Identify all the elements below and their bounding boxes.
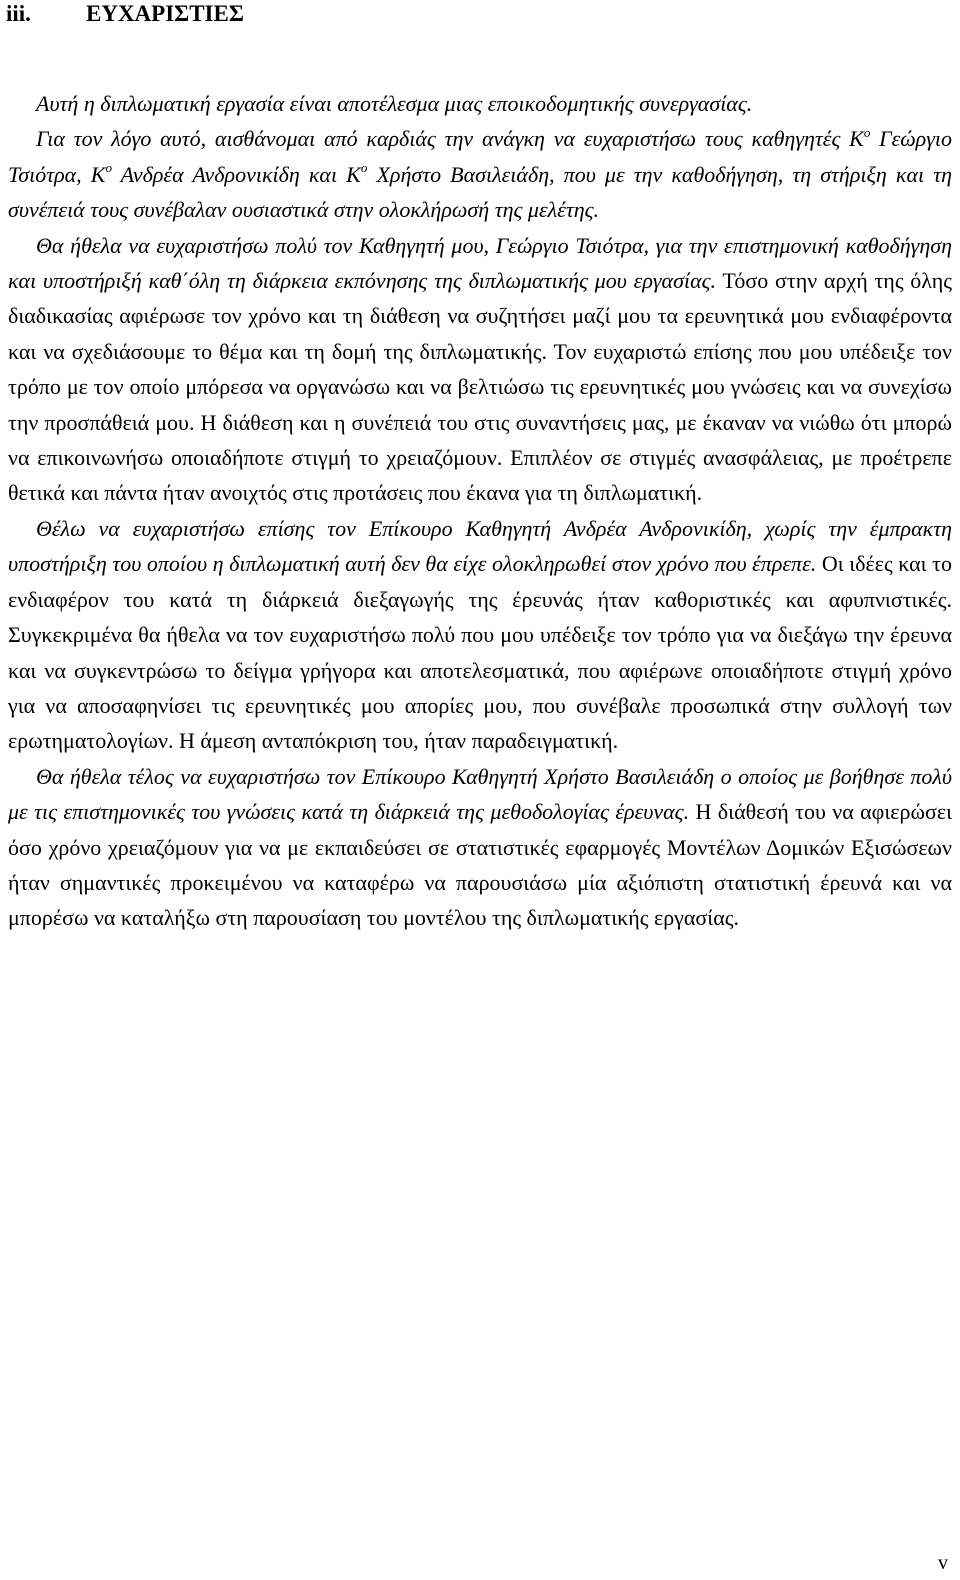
thanks-text-2: Γεώργιο Τσιότρα, Κ xyxy=(8,126,952,187)
paragraph-intro-line xyxy=(8,86,952,121)
tsiotras-text: Τόσο στην αρχή της όλης διαδικασίας αφιέρωσε τον χρόνο και τη διάθεση να συζητήσει μαζί μου τα ερευνητικά μου ενδιαφέροντα και να σχεδιάσουμε το θέμα και τη δομή της διπλωματικής. Τον ευχαριστώ επίσης που μου υπέδειξε τον τρόπο με τον οποίο μπόρεσα να οργανώσω και να βελτιώσω τις ερευνητικές μου γνώσεις και να συνεχίσω την προσπάθειά μου. Η διάθεση και η συνέπειά του στις συναντήσεις μας, με έκαναν να νιώθω ότι μπορώ να επικοινωνήσω οποιαδήποτε στιγμή το χρειαζόμουν. Επιπλέον σε στιγμές ανασφάλειας, με προέτρεπε θετικά και πάντα ήταν ανοιχτός στις προτάσεις που έκανα για τη διπλωματική. xyxy=(8,268,952,506)
intro-sentence: Αυτή η διπλωματική εργασία είναι αποτέλεσμα μιας εποικοδομητικής συνεργασίας. xyxy=(36,91,753,116)
paragraph-tsiotras xyxy=(8,228,952,511)
paragraph-vasileiadis xyxy=(8,759,952,936)
section-heading xyxy=(6,0,244,28)
paragraph-thanks-professors xyxy=(8,121,952,227)
tsiotras-italic-text: Θα ήθελα να ευχαριστήσω πολύ τον Καθηγητή μου, Γεώργιο Τσιότρα, για την επιστημονική καθοδήγηση και υποστήριξή καθ΄όλη τη διάρκεια εκπόνησης της διπλωματικής μου εργασίας. xyxy=(8,232,952,294)
superscript-o: ο xyxy=(360,160,368,176)
andronikidis-italic-text: Θέλω να ευχαριστήσω επίσης τον Επίκουρο Καθηγητή Ανδρέα Ανδρονικίδη, χωρίς την έμπρακτη υποστήριξη του οποίου η διπλωματική αυτή δεν θα είχε ολοκληρωθεί στον χρόνο που έπρεπε. xyxy=(8,515,952,577)
acknowledgements-body xyxy=(8,86,952,936)
vasileiadis-italic-text: Θα ήθελα τέλος να ευχαριστήσω τον Επίκουρο Καθηγητή Χρήστο Βασιλειάδη ο οποίος με βοήθησε πολύ με τις επιστημονικές του γνώσεις κατά τη διάρκειά της μεθοδολογίας έρευνας. xyxy=(8,763,952,825)
vasileiadis-text: Η διάθεσή του να αφιερώσει όσο χρόνο χρειαζόμουν για να με εκπαιδεύσει σε στατιστικές εφαρμογές Μοντέλων Δομικών Εξισώσεων ήταν σημαντικές προκειμένου να καταφέρω να παρουσιάσω μία αξιόπιστη στατιστική έρευνά και να μπορέσω να καταλήξω στη παρουσίαση του μοντέλου της διπλωματικής εργασίας. xyxy=(8,799,952,931)
section-title: ΕΥΧΑΡΙΣΤΙΕΣ xyxy=(86,1,244,26)
section-number: iii. xyxy=(6,1,31,26)
andronikidis-text: Οι ιδέες και το ενδιαφέρον του κατά τη διάρκειά διεξαγωγής της έρευνάς ήταν καθοριστικές και αφυπνιστικές. Συγκεκριμένα θα ήθελα να τον ευχαριστήσω πολύ που μου υπέδειξε τον τρόπο για να διεξάγω την έρευνα και να συγκεντρώσω το δείγμα γρήγορα και αποτελεσματικά, που αφιέρωνε οποιαδήποτε στιγμή χρόνο για να αποσαφηνίσει τις ερευνητικές μου απορίες μου, που συνέβαλε προσωπικά στην συλλογή των ερωτηματολογίων. Η άμεση ανταπόκριση του, ήταν παραδειγματική. xyxy=(8,551,952,754)
page-number: v xyxy=(938,1552,948,1574)
thanks-text-4: Χρήστο Βασιλειάδη, που με την καθοδήγηση, τη στήριξη και τη συνέπειά τους συνέβαλαν ουσιαστικά στην ολοκλήρωσή της μελέτης. xyxy=(8,161,953,223)
superscript-o: ο xyxy=(105,160,112,176)
thanks-text-1: Για τον λόγο αυτό, αισθάνομαι από καρδιάς την ανάγκη να ευχαριστήσω τους καθηγητές Κ xyxy=(36,126,864,152)
paragraph-andronikidis xyxy=(8,511,952,759)
superscript-o: ο xyxy=(863,125,871,141)
thanks-text-3: Ανδρέα Ανδρονικίδη και Κ xyxy=(111,161,361,187)
